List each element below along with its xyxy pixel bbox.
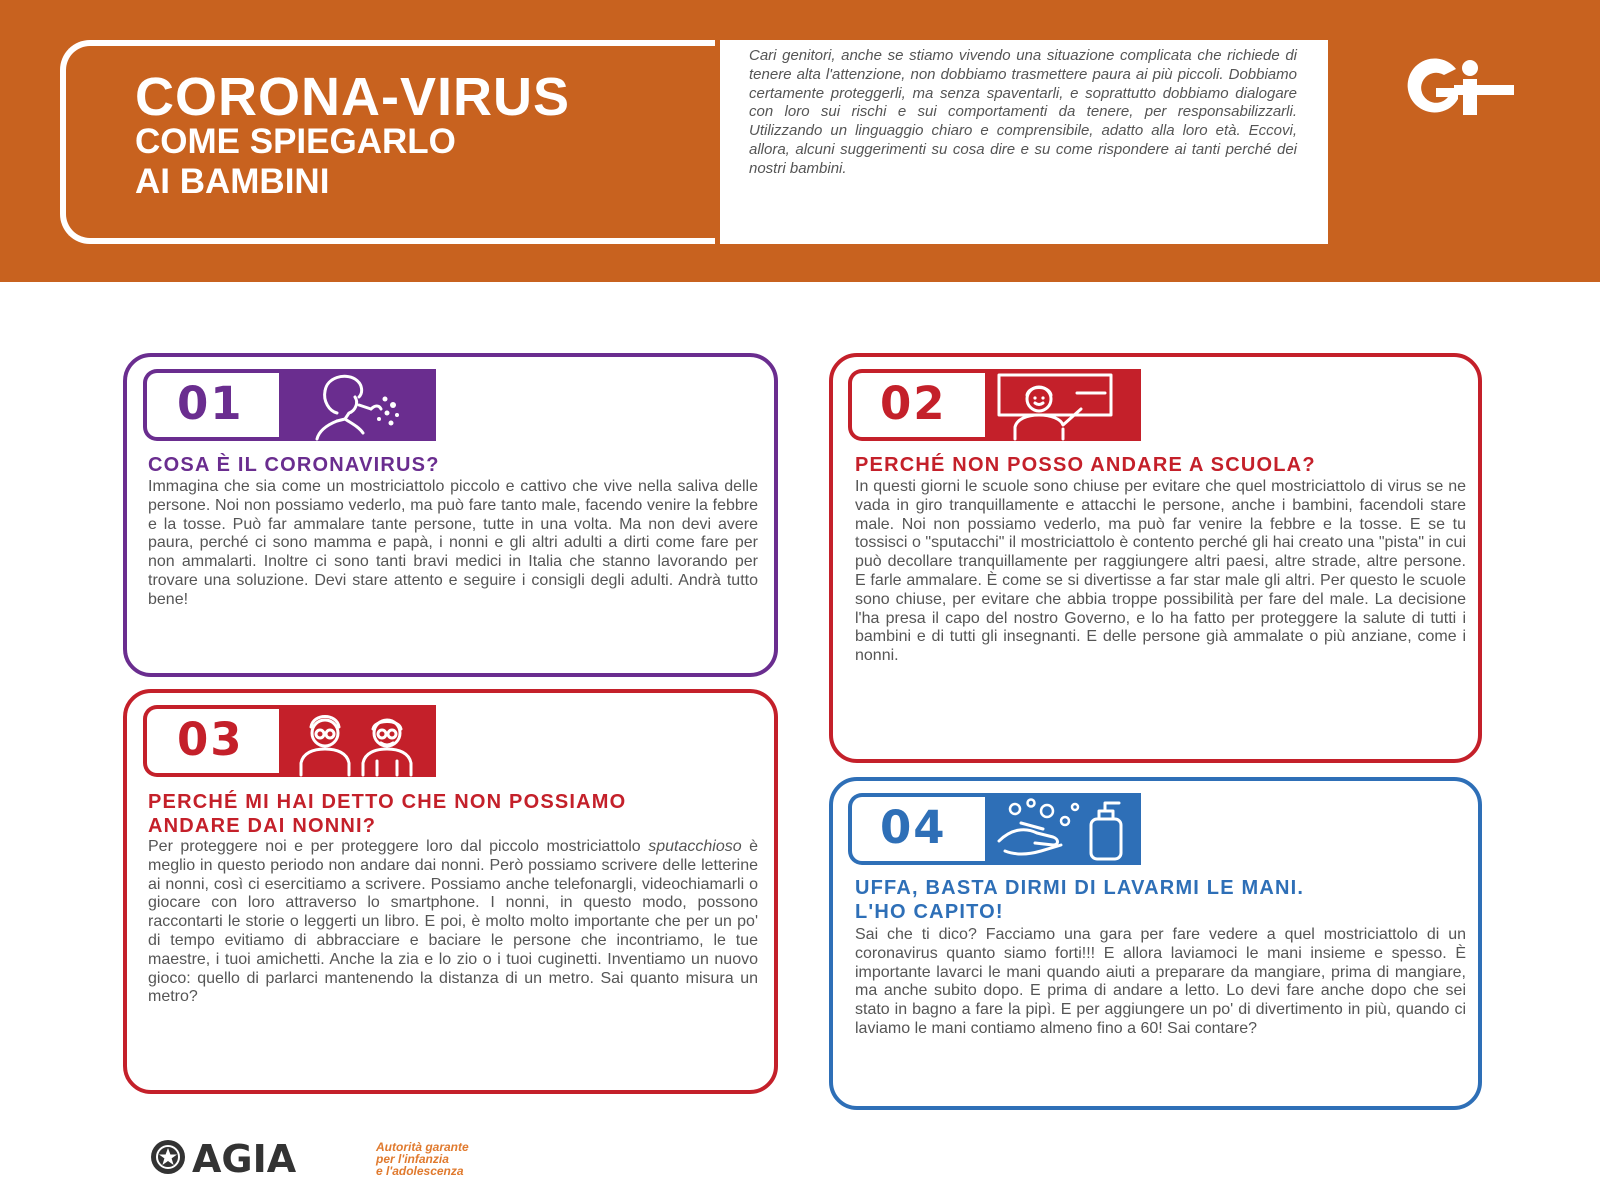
gi-logo-icon bbox=[1400, 55, 1520, 125]
agia-caption-line3: e l'adolescenza bbox=[376, 1164, 464, 1178]
card-01-question: COSA È IL CORONAVIRUS? bbox=[148, 454, 440, 476]
card-04-answer: Sai che ti dico? Facciamo una gara per fare vedere a quel mostriciattolo di un coronavirus quanto siamo forti!!! E allora laviamoci le mani insieme e spesso. È importante lavarci le mani quando aiuti a preparare da mangiare, prima di mangiare, ma anche subito dopo. E prima di andare a letto. Lo devi fare anche dopo che sei stato in bagno a fare la pipì. E per aggiungere un po' di divertimento in più, quando ci laviamo le mani contiamo almeno fino a 60! Sai contare? bbox=[855, 926, 1466, 1037]
card-02-question: PERCHÉ NON POSSO ANDARE A SCUOLA? bbox=[855, 454, 1316, 476]
card-02-answer: In questi giorni le scuole sono chiuse per evitare che quel mostriciattolo di virus se ne vada in giro tranquillamente e attacchi le persone, anche i bambini, facendoli stare male. Noi non possiamo vederlo, ma può far venire la febbre e la tosse. E se tu tossisci o "sputacchi" il mostriciattolo è contento perché gli hai creato una "pista" in cui può decollare tranquillamente per raggiungere altri paesi, altre strade, altre persone. E farle ammalare. È come se si divertisse a far star male gli altri. Per questo le scuole sono chiuse, per evitare che abbia troppe possibilità per fare del male. La decisione l'ha presa il capo del nostro Governo, e lo ha fatto per proteggere la salute di tutti i bambini e di tutti gli insegnanti. E delle persone già ammalate o più anziane, come i nonni. bbox=[855, 478, 1466, 665]
agia-caption-line2: per l'infanzia bbox=[376, 1152, 449, 1166]
sneezing-person-icon bbox=[279, 369, 436, 441]
card-03-answer bbox=[148, 838, 758, 1007]
card-04-icon-box bbox=[985, 793, 1141, 865]
card-03-answer-part2: è meglio in questo periodo non andare dai nonni. Però possiamo scrivere delle letterine ai nonni, così ci esercitiamo a scrivere. Possiamo anche telefonargli, videochiamarli o giocare con loro attraverso lo smartphone. I nonni, in questo modo, possono raccontarti le storie o leggerti un libro. E poi, è molto molto importante che per un po' di tempo evitiamo di abbracciare e baciare le persone che incontriamo, le tue maestre, i tuoi amichetti. Anche la zia e lo zio o i tuoi cuginetti. Inventiamo un nuovo gioco: quello di parlarci mantenendo la distanza di un metro. Sai quanto misura un metro? bbox=[148, 838, 759, 1006]
agia-logo-text: AGIA bbox=[192, 1137, 297, 1177]
card-03-question-line2: ANDARE DAI NONNI? bbox=[148, 815, 377, 837]
card-03-question bbox=[148, 790, 626, 838]
page-subtitle-line1: COME SPIEGARLO bbox=[135, 122, 456, 161]
hand-washing-icon bbox=[985, 793, 1141, 865]
card-04-question bbox=[855, 876, 1304, 924]
card-04-question-line1: UFFA, BASTA DIRMI DI LAVARMI LE MANI. bbox=[855, 877, 1305, 899]
card-01-answer: Immagina che sia come un mostriciattolo piccolo e cattivo che vive nella saliva delle persone. Noi non possiamo vederlo, ma può fare tanto male, facendo venire la febbre e la tosse. Può far ammalare tante persone, tutte in una volta. Ma non devi avere paura, perché ci sono mamma e papà, i nonni e gli altri adulti a dirti come fare per non ammalarti. Inoltre ci sono tanti bravi medici in Italia che stanno lavorando per trovare una soluzione. Devi stare attento e seguire i consigli degli adulti. Andrà tutto bene! bbox=[148, 478, 758, 608]
card-04-number: 04 bbox=[880, 801, 947, 854]
agia-caption-line1: Autorità garante bbox=[376, 1140, 469, 1154]
card-02-number: 02 bbox=[880, 377, 947, 430]
card-03-question-line1: PERCHÉ MI HAI DETTO CHE NON POSSIAMO bbox=[148, 791, 627, 813]
card-01-icon-box bbox=[279, 369, 436, 441]
intro-text: Cari genitori, anche se stiamo vivendo una situazione complicata che richiede di tenere alta l'attenzione, non dobbiamo trasmettere paura ai più piccoli. Dobbiamo certamente proteggerli, ma senza spaventarli, e soprattutto dobbiamo dialogare con loro sui rischi e sui comportamenti da tenere, per responsabilizzarli. Utilizzando un linguaggio chiaro e comprensibile, adatto alla loro età. Eccovi, allora, alcuni suggerimenti su cosa dire e su come rispondere ai tanti perché dei nostri bambini. bbox=[749, 47, 1297, 177]
card-03-answer-part1: Per proteggere noi e per proteggere loro dal piccolo mostriciattolo bbox=[148, 838, 649, 855]
agia-logo bbox=[148, 1137, 374, 1177]
teacher-at-blackboard-icon bbox=[985, 369, 1141, 441]
grandparents-icon bbox=[279, 705, 436, 777]
card-03-icon-box bbox=[279, 705, 436, 777]
card-02-icon-box bbox=[985, 369, 1141, 441]
page-title: CORONA-VIRUS bbox=[135, 67, 571, 127]
card-01-number: 01 bbox=[177, 377, 244, 430]
page-subtitle-line2: AI BAMBINI bbox=[135, 162, 330, 201]
card-03-number: 03 bbox=[177, 713, 244, 766]
card-04-question-line2: L'HO CAPITO! bbox=[855, 901, 1004, 923]
card-03-answer-italic: sputacchioso bbox=[648, 838, 742, 855]
agia-caption bbox=[376, 1141, 469, 1177]
